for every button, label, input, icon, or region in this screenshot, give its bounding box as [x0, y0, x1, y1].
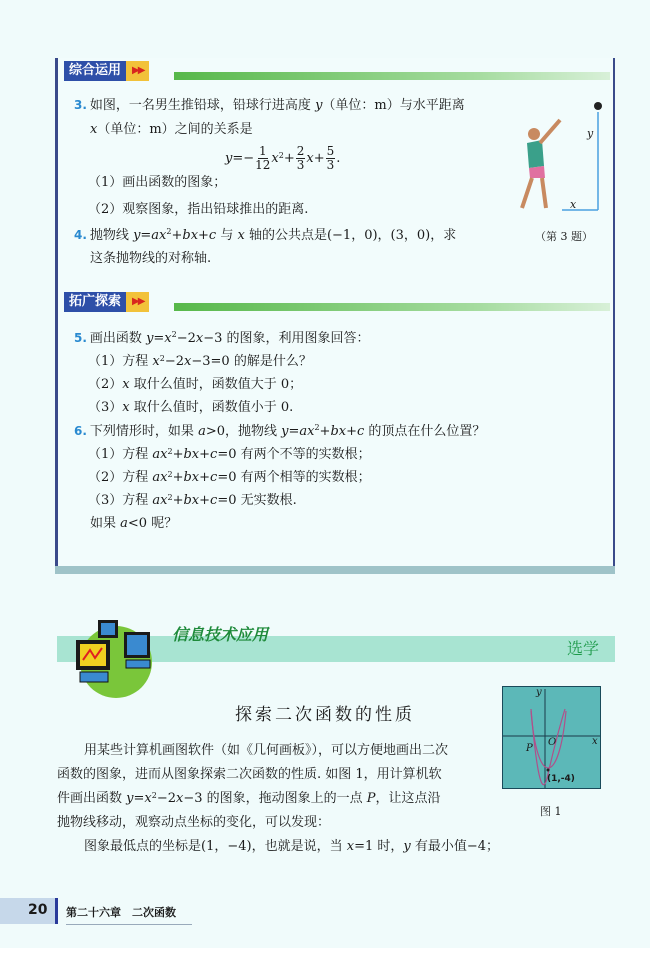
denominator: 3 [296, 158, 305, 172]
text-segment: 的顶点在什么位置？ [364, 424, 486, 439]
text-segment: （单位：m）之间的关系是 [97, 122, 253, 137]
text-run [57, 767, 442, 782]
text-segment: <0 呢？ [127, 516, 178, 531]
text-run [88, 470, 371, 485]
math-symbol: ax [152, 470, 168, 485]
math-symbol: y=x [146, 331, 172, 346]
shot-ball [594, 102, 602, 110]
text-segment: 图象最低点的坐标是(1，−4)，也就是说，当 [84, 839, 347, 854]
page-number: 20 [28, 902, 48, 918]
question-number: 4. [74, 228, 87, 242]
text-segment: −3 的图象，利用图象回答： [203, 331, 370, 346]
figure-caption: （第 3 题） [535, 230, 593, 243]
text-segment: 轴的公共点是(−1，0)，(3，0)，求 [244, 228, 457, 243]
denominator: 12 [255, 158, 271, 172]
math-symbol: x [90, 122, 98, 137]
text-segment: 如果 [90, 516, 121, 531]
fraction [296, 145, 306, 172]
math-symbol: ax [152, 447, 168, 462]
section-title: 综合运用 [64, 61, 126, 81]
q4-line1 [74, 226, 456, 245]
math-symbol: x [175, 791, 184, 806]
footer-divider [55, 898, 58, 924]
arrow-icon: ▶▶ [126, 61, 149, 81]
text-segment: 抛物线移动，观察动点坐标的变化，可以发现： [57, 815, 331, 830]
text-segment: 件画出函数 [57, 791, 127, 806]
math-symbol: a [198, 424, 206, 439]
text-run [90, 251, 211, 266]
banner-title: 信息技术应用 [172, 625, 269, 644]
q6-line5 [90, 515, 177, 533]
text-segment: =1 时， [354, 839, 404, 854]
text-segment: ，让这点沿 [375, 791, 441, 806]
text-segment: （2） [88, 377, 123, 392]
text-segment: 抛物线 [89, 228, 134, 243]
numerator: 1 [258, 144, 267, 158]
exercise-box-bottom [55, 566, 615, 574]
fig-x-label: x [570, 198, 577, 211]
formula-part: y=− [225, 151, 255, 166]
text-segment: =0 有两个相等的实数根； [217, 470, 371, 485]
para-line [84, 742, 448, 760]
point-p-label: P [526, 743, 533, 754]
exponent: 2 [167, 470, 173, 479]
text-run [57, 791, 441, 806]
denominator: 3 [326, 158, 335, 172]
section-label-comprehensive [64, 61, 149, 81]
q6-line1 [74, 422, 485, 441]
text-segment: =0 无实数根. [217, 493, 297, 508]
q4-line2 [90, 250, 211, 268]
q3-sub2: （2）观察图象，指出铅球推出的距离. [88, 202, 309, 217]
axis-label-y: y [536, 687, 542, 698]
text-segment: −3=0 的解是什么？ [191, 354, 312, 369]
text-segment: 与 [216, 228, 238, 243]
math-symbol: x [237, 228, 245, 243]
text-segment: 这条抛物线的对称轴. [90, 251, 212, 266]
vertex-label: (1,-4) [547, 774, 575, 784]
question-number: 6. [74, 424, 87, 438]
text-segment: −2 [176, 331, 196, 346]
math-symbol: +bx+c [171, 228, 217, 243]
text-segment: =0 有两个不等的实数根； [217, 447, 371, 462]
exponent: 2 [278, 151, 284, 160]
athlete-arm [540, 120, 560, 143]
exponent: 2 [314, 423, 320, 432]
math-symbol: y [315, 98, 323, 113]
formula-part: + [313, 151, 325, 166]
fig-y-label: y [587, 127, 594, 140]
text-run [90, 331, 370, 346]
q3-formula [225, 144, 340, 174]
math-symbol: y=x [126, 791, 152, 806]
para-line [57, 790, 441, 808]
optional-tag: 选学 [567, 639, 600, 658]
text-run [90, 516, 177, 531]
math-symbol: +bx+c [172, 447, 218, 462]
text-run [88, 354, 312, 369]
text-segment: −2 [164, 354, 185, 369]
exponent: 2 [159, 354, 165, 363]
q5-line2 [88, 353, 312, 371]
text-run [90, 228, 456, 243]
q3-sub1: （1）画出函数的图象； [88, 175, 227, 190]
text-segment: 取什么值时，函数值小于 0. [129, 400, 294, 415]
formula-part: + [283, 151, 295, 166]
text-segment: 如图，一名男生推铅球，铅球行进高度 [89, 98, 316, 113]
exponent: 2 [167, 493, 173, 502]
section-bar [174, 303, 610, 311]
chapter-title: 第二十六章 二次函数 [66, 904, 192, 925]
fraction [255, 145, 270, 172]
section-title: 拓广探索 [64, 292, 126, 312]
q3-line1 [74, 96, 465, 115]
arrow-icon: ▶▶ [126, 292, 149, 312]
math-symbol: P [366, 791, 376, 806]
text-run [88, 400, 293, 415]
text-segment: 取什么值时，函数值大于 0； [129, 377, 303, 392]
math-symbol: y=ax [133, 228, 167, 243]
numerator: 5 [326, 144, 335, 158]
q6-line2 [88, 446, 371, 464]
formula-part: x [306, 151, 314, 166]
text-segment: 有最小值−4； [410, 839, 500, 854]
text-segment: （2）方程 [88, 470, 153, 485]
formula-part: x [271, 151, 279, 166]
math-symbol: x [122, 377, 130, 392]
q6-line4 [88, 492, 297, 510]
text-segment: （单位：m）与水平距离 [322, 98, 465, 113]
fraction [326, 145, 336, 172]
text-segment: （1）方程 [88, 447, 153, 462]
exponent: 2 [166, 227, 172, 236]
math-symbol: x [122, 400, 130, 415]
math-symbol: +bx+c [172, 493, 218, 508]
axis-label-x: x [592, 736, 598, 747]
text-segment: 画出函数 [89, 331, 147, 346]
athlete-legs [522, 178, 546, 208]
q5-line4 [88, 399, 293, 417]
text-segment: 用某些计算机画图软件（如《几何画板》），可以方便地画出二次 [84, 743, 449, 758]
para-line [57, 814, 330, 832]
text-run [88, 377, 302, 392]
section-label-explore [64, 292, 149, 312]
math-symbol: y=ax [281, 424, 315, 439]
athlete-shorts [529, 166, 545, 178]
section-bar [174, 72, 610, 80]
math-symbol: y [403, 839, 411, 854]
q6-line3 [88, 469, 371, 487]
math-symbol: x [184, 354, 192, 369]
text-segment: 下列情形时，如果 [89, 424, 199, 439]
para-line [57, 766, 442, 784]
text-run [90, 98, 465, 113]
parabola-figure [502, 686, 601, 789]
text-run [84, 743, 448, 758]
question-number: 3. [74, 98, 87, 112]
formula-part: . [336, 151, 341, 166]
math-symbol: x [152, 354, 160, 369]
text-run [88, 493, 297, 508]
text-run [57, 815, 330, 830]
text-segment: >0，抛物线 [205, 424, 282, 439]
para-line [84, 838, 499, 856]
text-segment: （1）方程 [88, 354, 153, 369]
text-run [88, 447, 371, 462]
shot-put-figure [512, 98, 604, 218]
text-segment: −2 [156, 791, 176, 806]
text-segment: （3）方程 [88, 493, 153, 508]
math-symbol: a [120, 516, 128, 531]
math-symbol: x [195, 331, 204, 346]
numerator: 2 [296, 144, 305, 158]
computers-icon [58, 600, 168, 700]
athlete-head [528, 128, 540, 140]
article-title: 探索二次函数的性质 [235, 705, 415, 725]
q5-line3 [88, 376, 302, 394]
text-segment: 函数的图象，进而从图象探索二次函数的性质. 如图 1，用计算机软 [57, 767, 442, 782]
exponent: 2 [167, 447, 173, 456]
text-run [84, 839, 499, 854]
math-symbol: ax [152, 493, 168, 508]
figure-caption: 图 1 [540, 805, 562, 818]
text-segment: （3） [88, 400, 123, 415]
text-run [90, 424, 486, 439]
math-symbol: +bx+c [319, 424, 365, 439]
text-segment: −3 的图象，拖动图象上的一点 [183, 791, 367, 806]
math-symbol: x [346, 839, 355, 854]
question-number: 5. [74, 331, 87, 345]
q3-line2 [90, 121, 253, 139]
exponent: 2 [171, 330, 177, 339]
origin-label: O [548, 737, 557, 748]
exponent: 2 [151, 791, 157, 800]
text-run [90, 122, 253, 137]
q5-line1 [74, 329, 370, 348]
math-symbol: +bx+c [172, 470, 218, 485]
